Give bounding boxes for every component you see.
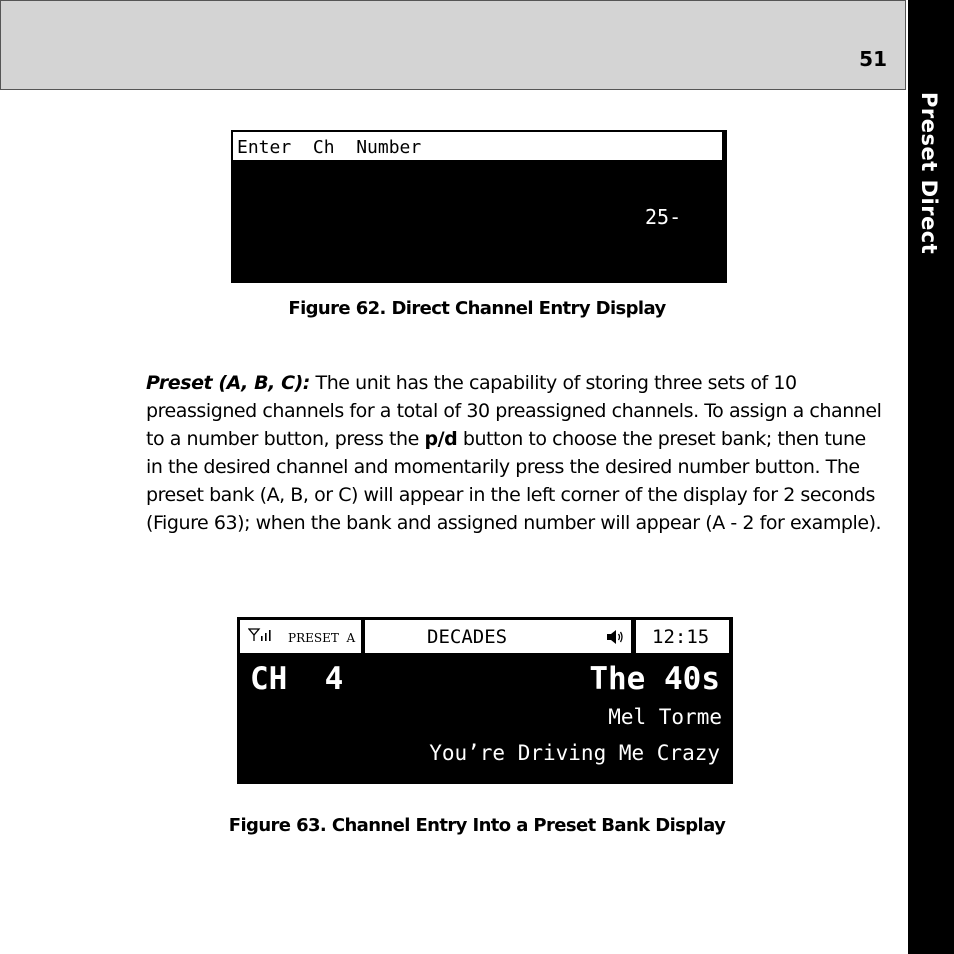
channel-number: CH 4	[250, 661, 344, 697]
body-paragraph	[146, 369, 886, 537]
preset-bank-label: PRESET A	[288, 631, 356, 645]
paragraph-lead: Preset (A, B, C):	[146, 372, 310, 394]
figure-63-caption: Figure 63. Channel Entry Into a Preset Bank Display	[228, 815, 726, 836]
channel-category: The 40s	[589, 661, 720, 697]
speaker-icon	[605, 627, 625, 647]
channel-name: DECADES	[427, 626, 508, 648]
pd-button-name: p/d	[424, 428, 458, 450]
paragraph-text-1: The unit has the capability of storing three sets of 10 preassigned channels for a total of 30 preassigned channels. To assign a channel to a number button, press the	[146, 372, 882, 450]
header-band	[0, 0, 906, 90]
paragraph-text-2: button to choose the preset bank; then tune in the desired channel and momentarily press the desired number button. The preset bank (A, B, or C) will appear in the left corner of the display for 2 seconds (Figure 63); when the bank and assigned number will appear (A - 2 for example).	[146, 428, 882, 534]
figure-62-caption: Figure 62. Direct Channel Entry Display	[288, 298, 666, 319]
display-prompt: Enter Ch Number	[237, 137, 422, 158]
clock-time: 12:15	[652, 626, 710, 648]
section-tab-label: Preset Direct	[917, 92, 941, 255]
song-title: You’re Driving Me Crazy	[429, 741, 720, 765]
antenna-signal-icon	[248, 628, 276, 642]
display-channel-entry: 25-	[645, 205, 682, 229]
page-number: 51	[859, 47, 887, 71]
direct-channel-entry-display	[231, 130, 727, 283]
channel-name-cell	[364, 619, 632, 654]
clock-cell	[635, 619, 730, 654]
preset-bank-display	[237, 617, 733, 784]
preset-cell	[239, 619, 362, 654]
display-prompt-bar	[232, 131, 723, 161]
artist-name: Mel Torme	[608, 705, 722, 729]
section-tab	[908, 0, 954, 954]
